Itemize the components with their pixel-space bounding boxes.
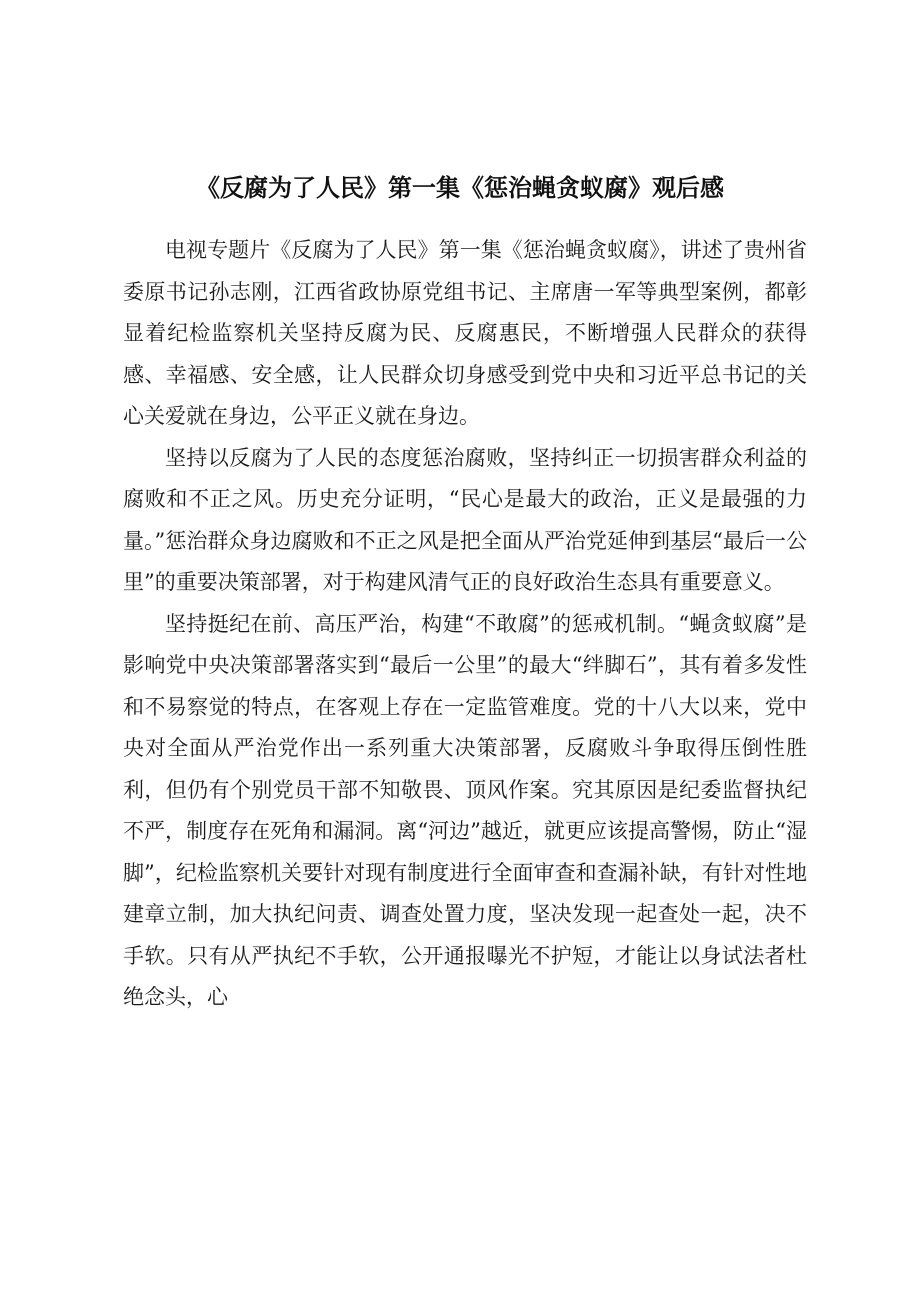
paragraph-intro: 电视专题片《反腐为了人民》第一集《惩治蝇贪蚁腐》，讲述了贵州省委原书记孙志刚，江西省政协原党组书记、主席唐一军等典型案例，都彰显着纪检监察机关坚持反腐为民、反腐惠民，不断增强人民群众的获得感、幸福感、安全感，让人民群众切身感受到党中央和习近平总书记的关心关爱就在身边，公平正义就在身边。 xyxy=(123,238,807,428)
paragraph-discipline-mechanism: 坚持挺纪在前、高压严治，构建“不敢腐”的惩戒机制。“蝇贪蚁腐”是影响党中央决策部署落实到“最后一公里”的最大“绊脚石”，其有着多发性和不易察觉的特点，在客观上存在一定监管难度。党的十八大以来，党中央对全面从严治党作出一系列重大决策部署，反腐败斗争取得压倒性胜利，但仍有个别党员干部不知敬畏、顶风作案。究其原因是纪委监督执纪不严，制度存在死角和漏洞。离“河边”越近，就更应该提高警惕，防止“湿脚”，纪检监察机关要针对现有制度进行全面审查和查漏补缺，有针对性地建章立制，加大执纪问责、调查处置力度，坚决发现一起查处一起，决不手软。只有从严执纪不手软，公开通报曝光不护短，才能让以身试法者杜绝念头，心 xyxy=(123,611,807,1009)
document-body xyxy=(123,230,807,1019)
document-title: 《反腐为了人民》第一集《惩治蝇贪蚁腐》观后感 xyxy=(196,174,724,202)
paragraph-anti-corruption-attitude: 坚持以反腐为了人民的态度惩治腐败，坚持纠正一切损害群众利益的腐败和不正之风。历史充分证明，“民心是最大的政治，正义是最强的力量。”惩治群众身边腐败和不正之风是把全面从严治党延伸到基层“最后一公里”的重要决策部署，对于构建风清气正的良好政治生态具有重要意义。 xyxy=(123,445,807,594)
